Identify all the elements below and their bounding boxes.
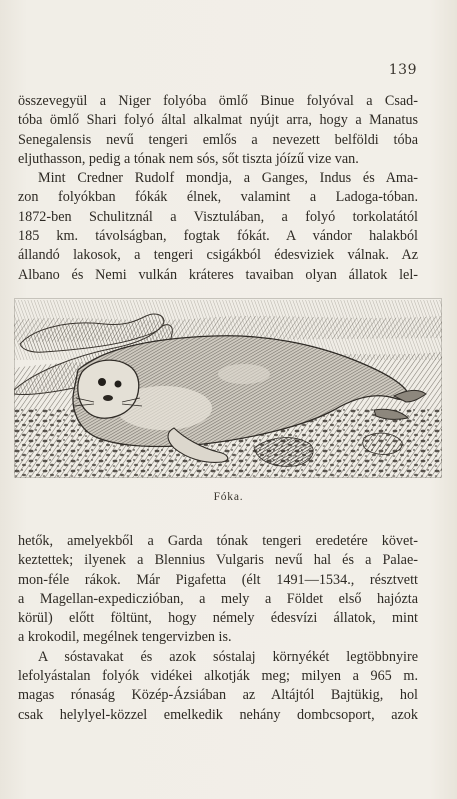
text-line: lefolyástalan folyók vidékei alkotják meg; milyen a 965 m. (18, 668, 418, 685)
text-line: 1872-ben Schulitznál a Visztulában, a folyó torkolatától (18, 208, 418, 225)
text-line: a krokodil, megélnek tengervizben is. (18, 629, 232, 646)
text-line: Senegalensis nevű tengeri emlős a nevezett belföldi tóba (18, 131, 418, 148)
text-line: körül) előtt föltünt, hogy némely édesvízi állatok, mint (18, 610, 418, 627)
text-line: mon-féle rákok. Már Pigafetta (élt 1491—1534., résztvett (18, 571, 418, 588)
text-line: állandó lakosok, a tengeri csigákból édesviziek válnak. Az (18, 247, 418, 264)
text-line: tóba ömlő Shari folyó által alkalmat nyújt arra, hogy a Manatus (18, 112, 418, 129)
text-line: Albano és Nemi vulkán kráteres tavaiban olyan állatok lel- (18, 266, 418, 283)
figure-caption: Fóka. (213, 491, 244, 503)
page-number: 139 (388, 62, 417, 78)
text-line: eljuthasson, pedig a tónak nem sós, sőt tiszta jóízű vize van. (18, 150, 359, 167)
text-line: a Magellan-expediczióban, a mely a Földet első hajózta (18, 590, 418, 607)
text-line: zon folyókban fókák élnek, valamint a Ladoga-tóban. (18, 189, 418, 206)
seal-illustration (14, 298, 442, 478)
text-line: magas rónaság Közép-Ázsiában az Altájtól Bajtükig, hol (18, 687, 418, 704)
text-line: keztettek; ilyenek a Blennius Vulgaris nevű hal és a Palae- (18, 552, 418, 569)
bottom-paragraphs (18, 532, 418, 725)
text-line: 185 km. távolságban, fogtak fókát. A vándor halakból (18, 228, 418, 245)
text-line: Mint Credner Rudolf mondja, a Ganges, Indus és Ama- (38, 170, 418, 187)
top-paragraphs (18, 92, 418, 285)
text-line: A sóstavakat és azok sóstalaj környékét legtöbbnyire (38, 648, 418, 665)
text-line: összevegyül a Niger folyóba ömlő Binue folyóval a Csad- (18, 93, 418, 109)
text-line: csak helylyel-közzel emelkedik nehány dombcsoport, azok (18, 706, 418, 723)
text-line: hetők, amelyekből a Garda tónak tengeri eredetére követ- (18, 533, 418, 549)
